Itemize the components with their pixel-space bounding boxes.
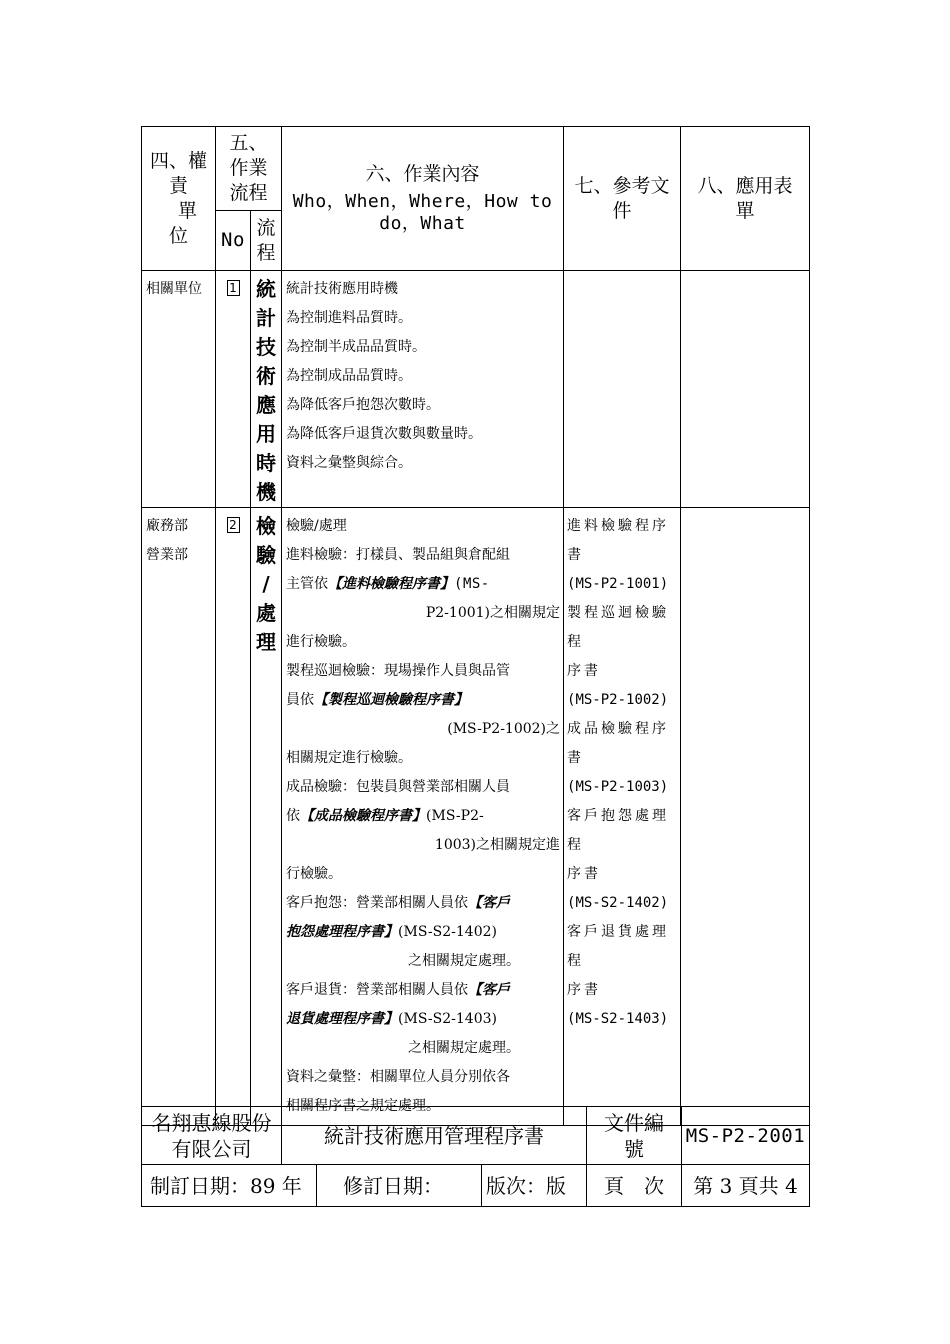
page-label: 頁 次: [587, 1165, 682, 1207]
page-number: 第 3 頁共 4: [682, 1165, 810, 1207]
header-workflow: 五、 作業 流程: [216, 127, 282, 211]
flow-step: 統 計 技 術 應 用 時 機: [251, 271, 282, 508]
reference-docs: [564, 271, 681, 508]
responsible-unit: 相關單位: [142, 271, 216, 508]
step-number: [216, 508, 251, 1126]
footer-revision-info: [141, 1164, 810, 1207]
header-reference-docs: 七、參考文 件: [564, 127, 681, 271]
document-number: MS-P2-2001: [682, 1107, 810, 1165]
work-content: 統計技術應用時機 為控制進料品質時。 為控制半成品品質時。 為控制成品品質時。 為降低客戶抱怨次數時。 為降低客戶退貨次數與數量時。 資料之彙整與綜合。: [282, 271, 564, 508]
responsible-unit: 廠務部 營業部: [142, 508, 216, 1126]
table-row: [142, 508, 810, 1126]
step-number-box: 1: [227, 280, 240, 296]
version: 版次：版: [482, 1165, 587, 1207]
header-responsible-unit: 四、權 責 單 位: [142, 127, 216, 271]
work-content: 檢驗/處理 進料檢驗：打樣員、製品組與倉配組 主管依【進料檢驗程序書】(MS- P2-1001)之相關規定 進行檢驗。 製程巡迴檢驗：現場操作人員與品管 員依【製程巡迴檢驗程序書】 (MS-P2-1002)之 相關規定進行檢驗。 成品檢驗：包裝員與營業部相關人員 依【成品檢驗程序書】(MS-P2- 1003)之相關規定進 行檢驗。 客戶抱怨：營業部相關人員依【客戶 抱怨處理程序書】(MS-S2-1402) 之相關規定處理。 客戶退貨：營業部相關人員依【客戶 退貨處理程序書】(MS-S2-1403) 之相關規定處理。 資料之彙整：相關單位人員分別依各 相關程序書之規定處理。: [282, 508, 564, 1126]
header-applied-forms: 八、應用表 單: [681, 127, 810, 271]
header-flow: 流 程: [251, 211, 282, 271]
step-number-box: 2: [227, 517, 240, 533]
flow-step: 檢 驗 / 處 理: [251, 508, 282, 1126]
applied-forms: [681, 508, 810, 1126]
document-number-label: 文件編 號: [587, 1107, 682, 1165]
footer-doc-info: [141, 1106, 810, 1165]
revise-date: 修訂日期：: [317, 1165, 482, 1207]
table-row: [142, 271, 810, 508]
company-name: 名翔恵線股份 有限公司: [142, 1107, 282, 1165]
reference-docs: 進料檢驗程序 書 (MS-P2-1001) 製程巡迴檢驗 程 序書 (MS-P2-1002) 成品檢驗程序 書 (MS-P2-1003) 客戶抱怨處理 程 序書 (MS-S2-1402) 客戶退貨處理 程 序書 (MS-S2-1403): [564, 508, 681, 1126]
made-date: 制訂日期：89 年: [142, 1165, 317, 1207]
header-no: No: [216, 211, 251, 271]
procedure-table: [141, 126, 810, 1126]
step-number: [216, 271, 251, 508]
document-title: 統計技術應用管理程序書: [282, 1107, 587, 1165]
applied-forms: [681, 271, 810, 508]
header-work-content: 六、作業內容 Who，When，Where，How to do，What: [282, 127, 564, 271]
